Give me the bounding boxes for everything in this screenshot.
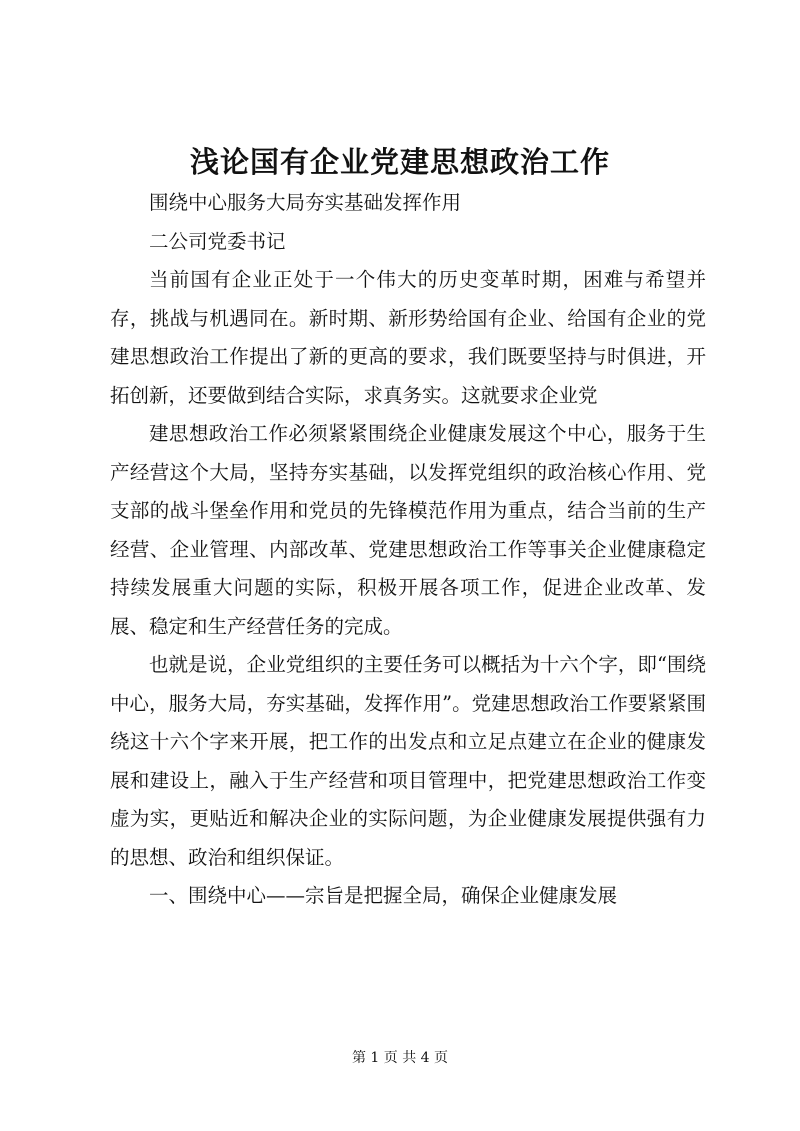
document-title: 浅论国有企业党建思想政治工作 <box>189 145 610 179</box>
author-paragraph: 二公司党委书记 <box>149 229 286 253</box>
body-paragraph: 当前国有企业正处于一个伟大的历史变革时期，困难与希望并存，挑战与机遇同在。新时期、新形势给国有企业、给国有企业的党建思想政治工作提出了新的更高的要求，我们既要坚持与时俱进，开拓创新，还要做到结合实际，求真务实。这就要求企业党 <box>110 268 706 407</box>
document-body <box>110 184 706 916</box>
subtitle-paragraph: 围绕中心服务大局夯实基础发挥作用 <box>149 191 462 214</box>
body-paragraph: 也就是说，企业党组织的主要任务可以概括为十六个字，即“围绕中心，服务大局，夯实基础，发挥作用”。党建思想政治工作要紧紧围绕这十六个字来开展，把工作的出发点和立足点建立在企业的健康发展和建设上，融入于生产经营和项目管理中，把党建思想政治工作变虚为实，更贴近和解决企业的实际问题，为企业健康发展提供强有力的思想、政治和组织保证。 <box>110 653 706 869</box>
section-heading: 一、围绕中心——宗旨是把握全局，确保企业健康发展 <box>149 884 618 907</box>
page-number-label: 第 1 页 共 4 页 <box>351 1050 449 1066</box>
page-footer <box>0 1048 800 1068</box>
body-paragraph: 建思想政治工作必须紧紧围绕企业健康发展这个中心，服务于生产经营这个大局，坚持夯实基础，以发挥党组织的政治核心作用、党支部的战斗堡垒作用和党员的先锋模范作用为重点，结合当前的生产经营、企业管理、内部改革、党建思想政治工作等事关企业健康稳定持续发展重大问题的实际，积极开展各项工作，促进企业改革、发展、稳定和生产经营任务的完成。 <box>110 422 706 638</box>
